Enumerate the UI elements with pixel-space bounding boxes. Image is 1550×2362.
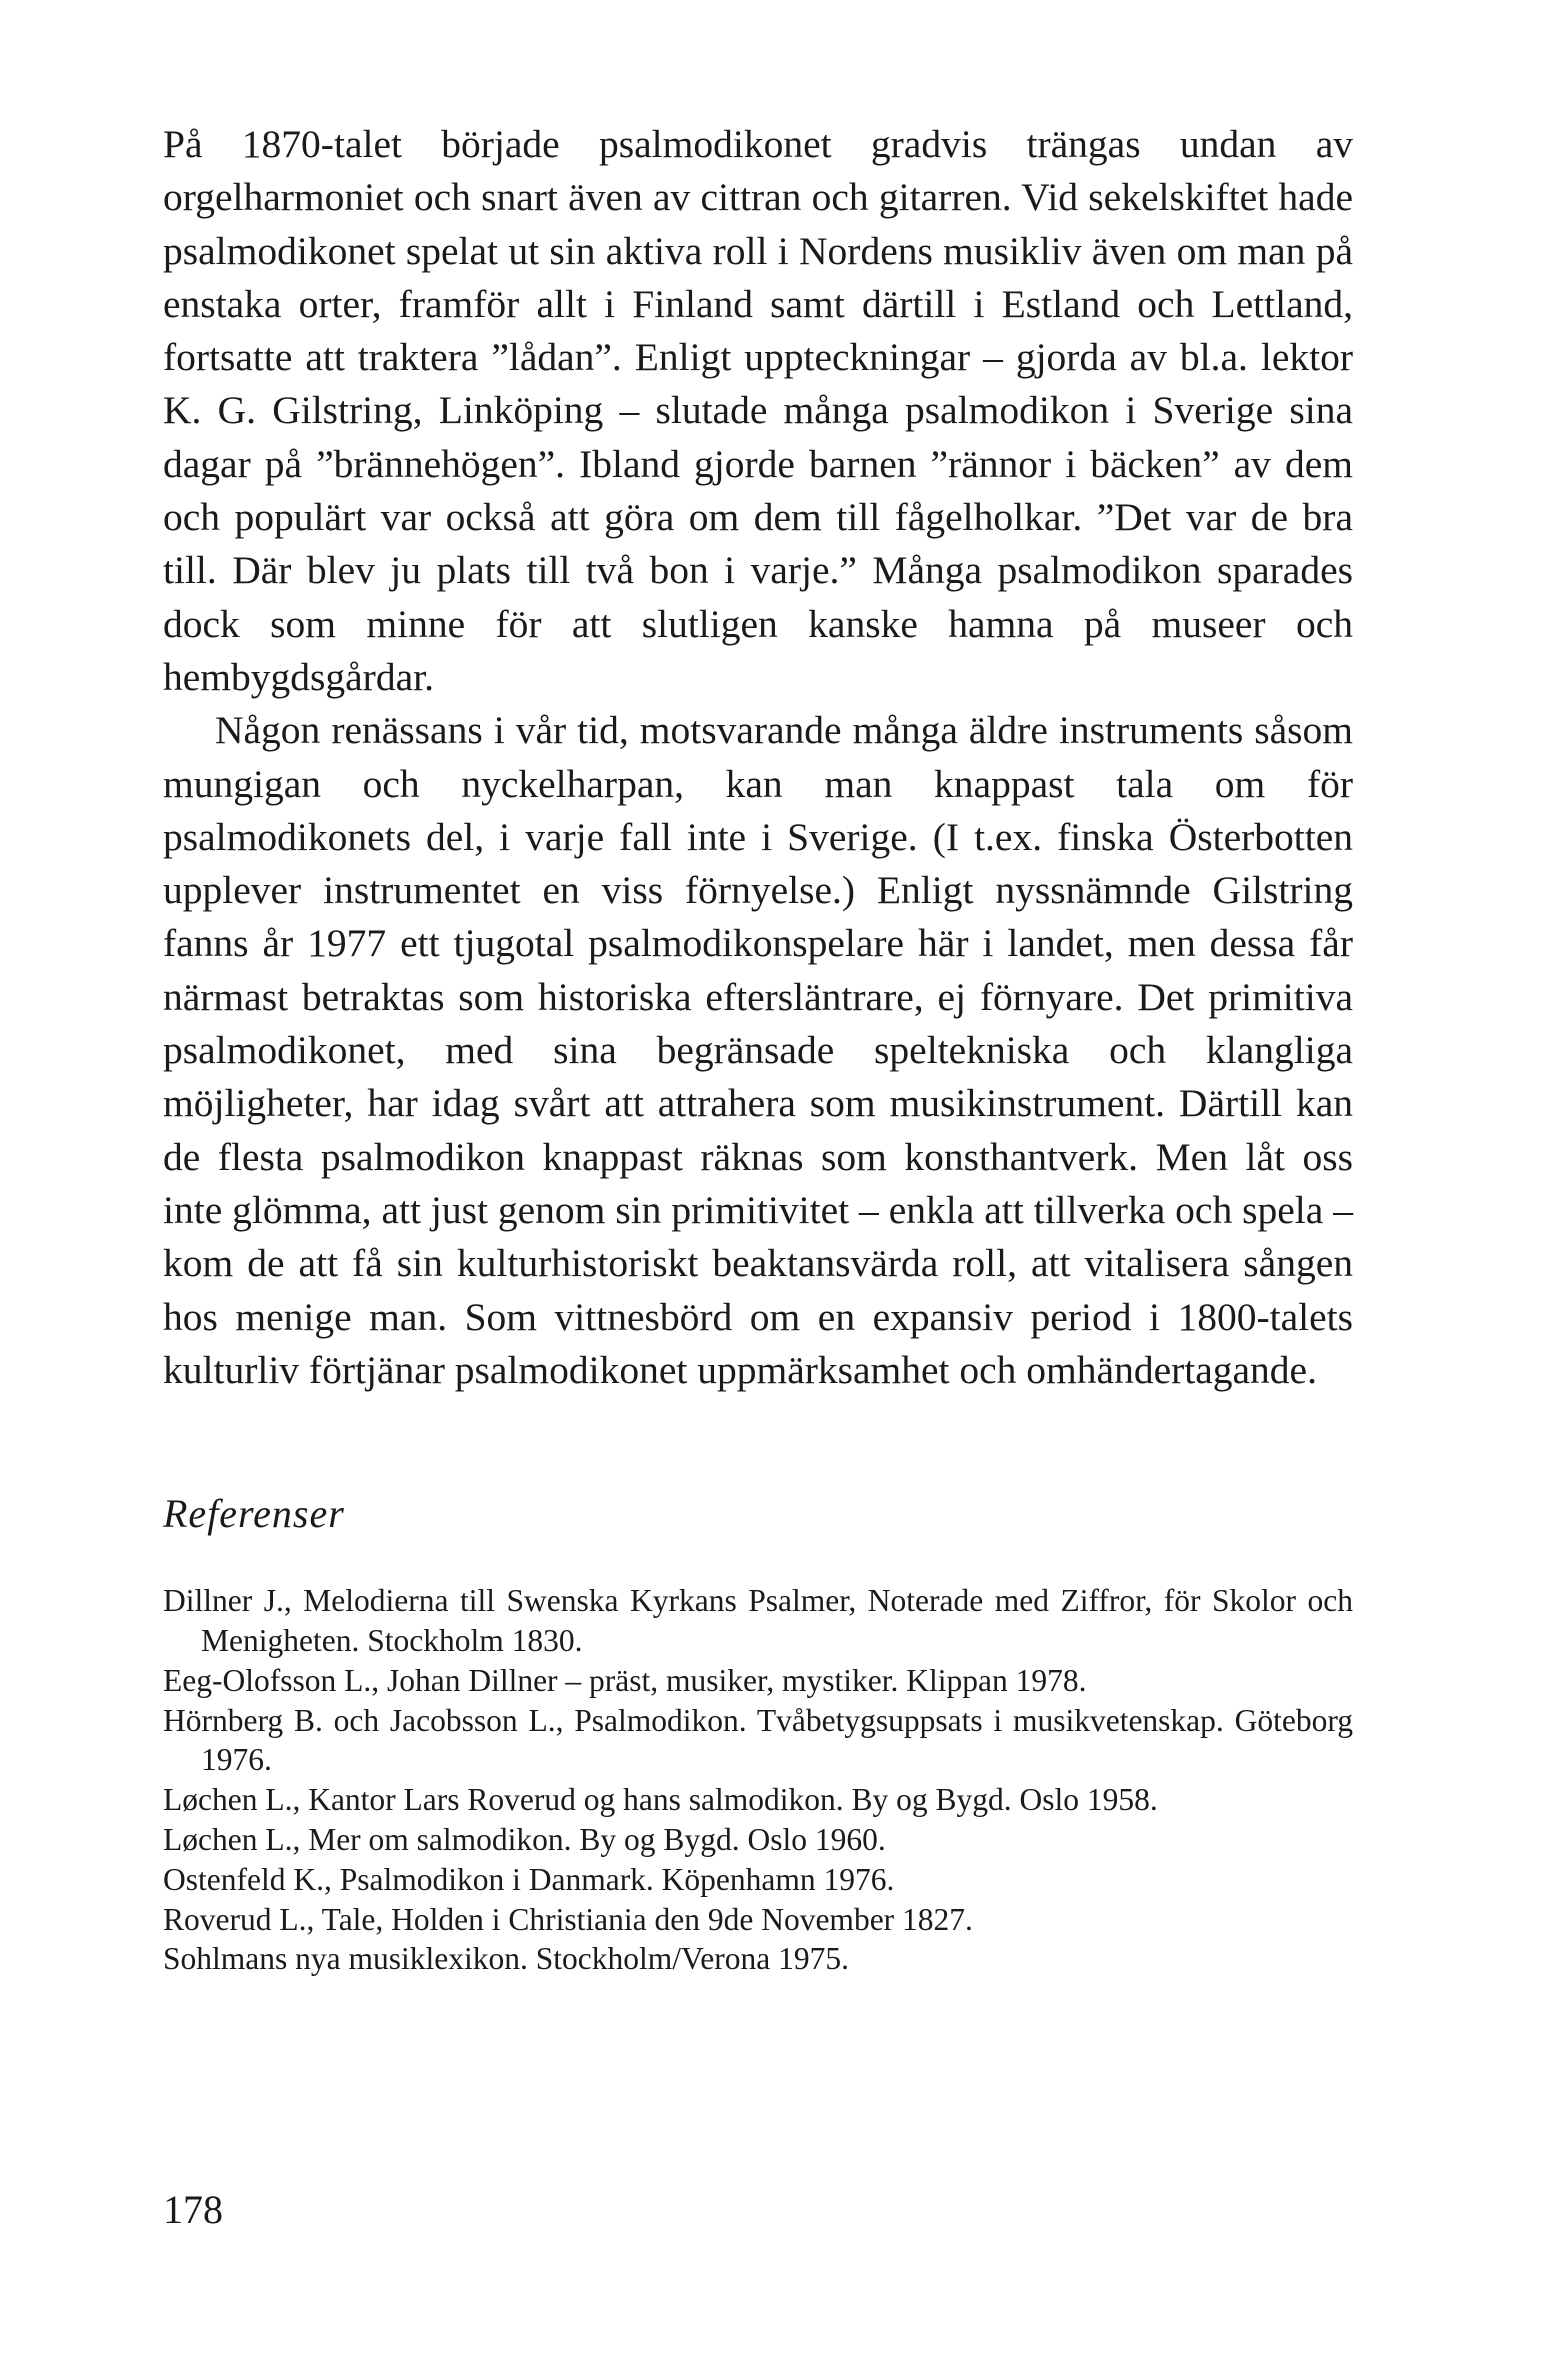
reference-item: Løchen L., Kantor Lars Roverud og hans salmodikon. By og Bygd. Oslo 1958. — [163, 1782, 1158, 1818]
reference-item: Roverud L., Tale, Holden i Christiania den 9de November 1827. — [163, 1901, 973, 1937]
paragraph-1: På 1870-talet började psalmodikonet gradvis trängas undan av orgelharmoniet och snart även av cittran och gitarren. Vid sekelskiftet hade psalmodikonet spelat ut sin aktiva roll i Nordens musikliv även om man på enstaka orter, framför allt i Finland samt därtill i Estland och Lettland, fortsatte att traktera ”lådan”. Enligt uppteckningar – gjorda av bl.a. lektor K. G. Gilstring, Linköping – slutade många psalmodikon i Sverige sina dagar på ”brännehögen”. Ibland gjorde barnen ”rännor i bäcken” av dem och populärt var också att göra om dem till fågelholkar. ”Det var de bra till. Där blev ju plats till två bon i varje.” Många psalmodikon sparades dock som minne för att slutligen kanske hamna på museer och hembygdsgårdar. — [163, 122, 1353, 699]
reference-item: Eeg-Olofsson L., Johan Dillner – präst, musiker, mystiker. Klippan 1978. — [163, 1662, 1087, 1698]
reference-item: Ostenfeld K., Psalmodikon i Danmark. Köpenhamn 1976. — [163, 1861, 895, 1897]
page-content — [163, 118, 1353, 1979]
body-text — [163, 118, 1353, 1397]
page-number: 178 — [163, 2187, 223, 2232]
reference-item: Hörnberg B. och Jacobsson L., Psalmodikon. Tvåbetygsuppsats i musikvetenskap. Göteborg 1976. — [163, 1702, 1353, 1778]
reference-item: Dillner J., Melodierna till Swenska Kyrkans Psalmer, Noterade med Ziffror, för Skolor och Menigheten. Stockholm 1830. — [163, 1583, 1353, 1658]
reference-item: Løchen L., Mer om salmodikon. By og Bygd. Oslo 1960. — [163, 1821, 886, 1857]
references-list — [163, 1581, 1353, 1979]
references-heading: Referenser — [163, 1491, 345, 1537]
paragraph-2: Någon renässans i vår tid, motsvarande många äldre instruments såsom mungigan och nyckelharpan, kan man knappast tala om för psalmodikonets del, i varje fall inte i Sverige. (I t.ex. finska Österbotten upplever instrumentet en viss förnyelse.) Enligt nyssnämnde Gilstring fanns år 1977 ett tjugotal psalmodikonspelare här i landet, men dessa får närmast betraktas som historiska eftersläntrare, ej förnyare. Det primitiva psalmodikonet, med sina begränsade speltekniska och klangliga möjligheter, har idag svårt att attrahera som musikinstrument. Därtill kan de flesta psalmodikon knappast räknas som konsthantverk. Men låt oss inte glömma, att just genom sin primitivitet – enkla att tillverka och spela – kom de att få sin kulturhistoriskt beaktansvärda roll, att vitalisera sången hos menige man. Som vittnesbörd om en expansiv period i 1800-talets kulturliv förtjänar psalmodikonet uppmärksamhet och omhändertagande. — [163, 708, 1353, 1392]
reference-item: Sohlmans nya musiklexikon. Stockholm/Verona 1975. — [163, 1941, 849, 1977]
